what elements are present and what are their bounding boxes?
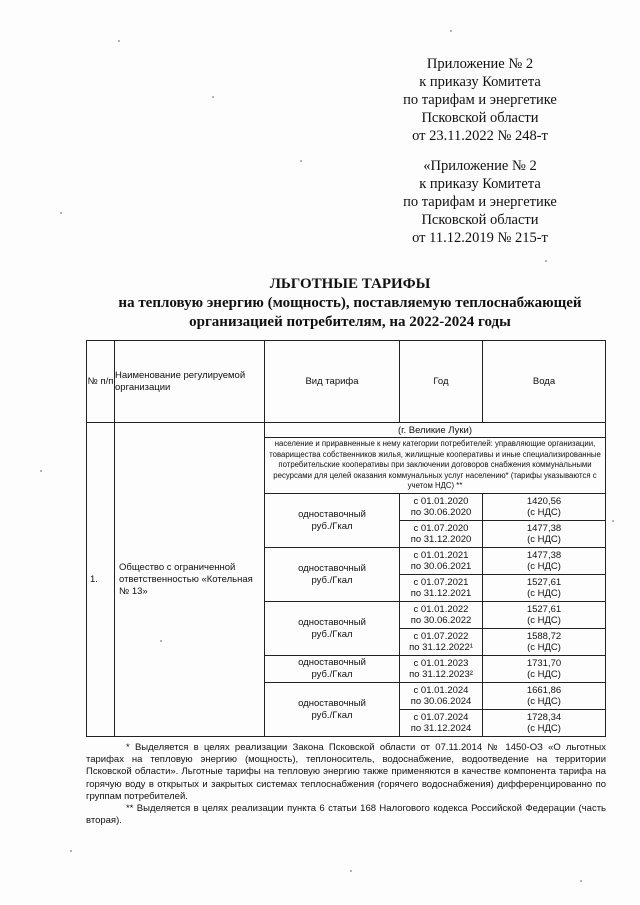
tariff-unit-label: руб./Гкал <box>311 709 353 721</box>
title-line: на тепловую энергию (мощность), поставляемую теплоснабжающей <box>118 295 582 311</box>
water-cell <box>483 602 606 629</box>
scan-speck <box>580 880 582 882</box>
vat-label: (с НДС) <box>527 615 561 626</box>
period-from: с 01.07.2022 <box>413 630 469 642</box>
scan-speck <box>160 640 162 642</box>
period-from: с 01.01.2024 <box>413 684 469 696</box>
period-cell <box>400 710 483 737</box>
appendix-line: Приложение № 2 <box>426 56 534 72</box>
footnote-2: ** Выделяется в целях реализации пункта 6 статьи 168 Налогового кодекса Российской Федерации (часть вторая). <box>86 803 606 827</box>
appendix-line: от 23.11.2022 № 248-т <box>412 128 548 144</box>
appendix-line: к приказу Комитета <box>419 176 541 192</box>
period-to: по 31.12.2024 <box>410 723 472 734</box>
scan-speck <box>450 30 452 32</box>
header-num: № п/п <box>87 341 115 423</box>
period-to: по 31.12.2023² <box>409 669 473 680</box>
tariff-type-label: одноставочный <box>298 616 366 628</box>
tariff-unit-label: руб./Гкал <box>311 628 353 640</box>
tariff-type-label: одноставочный <box>298 562 366 574</box>
water-cell <box>483 683 606 710</box>
period-cell <box>400 602 483 629</box>
period-cell <box>400 683 483 710</box>
header-water: Вода <box>483 341 606 423</box>
header-tariff-type: Вид тарифа <box>265 341 400 423</box>
period-from: с 01.07.2024 <box>413 711 469 723</box>
period-cell <box>400 575 483 602</box>
appendix-line: Псковской области <box>421 110 539 126</box>
tariff-value: 1477,38 <box>526 549 562 561</box>
title-line: ЛЬГОТНЫЕ ТАРИФЫ <box>269 276 431 292</box>
period-to: по 31.12.2021 <box>410 588 472 599</box>
scan-speck <box>40 470 42 472</box>
period-to: по 30.06.2024 <box>410 696 472 707</box>
period-cell <box>400 656 483 683</box>
scan-speck <box>350 870 352 872</box>
period-cell <box>400 494 483 521</box>
vat-label: (с НДС) <box>527 507 561 518</box>
period-to: по 30.06.2022 <box>410 615 472 626</box>
vat-label: (с НДС) <box>527 723 561 734</box>
vat-label: (с НДС) <box>527 696 561 707</box>
tariff-unit-label: руб./Гкал <box>311 520 353 532</box>
tariff-type-label: одноставочный <box>298 657 366 668</box>
period-cell <box>400 521 483 548</box>
tariff-type-label: одноставочный <box>298 697 366 709</box>
appendix-header-original <box>380 157 580 247</box>
appendix-line: от 11.12.2019 № 215-т <box>412 230 548 246</box>
tariff-table <box>86 340 606 737</box>
water-cell <box>483 575 606 602</box>
tariff-type-label: одноставочный <box>298 508 366 520</box>
tariff-unit-label: руб./Гкал <box>311 669 353 680</box>
tariff-value: 1420,56 <box>526 495 562 507</box>
tariff-type-cell <box>265 602 400 656</box>
period-to: по 30.06.2020 <box>410 507 472 518</box>
table-row <box>87 423 606 438</box>
vat-label: (с НДС) <box>527 534 561 545</box>
tariff-type-cell <box>265 494 400 548</box>
vat-label: (с НДС) <box>527 669 561 680</box>
tariff-value: 1728,34 <box>526 711 562 723</box>
period-from: с 01.01.2021 <box>413 549 469 561</box>
appendix-line: по тарифам и энергетике <box>403 194 557 210</box>
appendix-line: по тарифам и энергетике <box>403 92 557 108</box>
header-organization: Наименование регулируемой организации <box>115 341 265 423</box>
appendix-line: «Приложение № 2 <box>423 158 537 174</box>
tariff-type-cell <box>265 683 400 737</box>
period-cell <box>400 548 483 575</box>
tariff-value: 1527,61 <box>526 603 562 615</box>
tariff-unit-label: руб./Гкал <box>311 574 353 586</box>
scan-speck <box>612 520 614 522</box>
water-cell <box>483 548 606 575</box>
tariff-type-cell <box>265 548 400 602</box>
header-year: Год <box>400 341 483 423</box>
period-from: с 01.07.2021 <box>413 576 469 588</box>
period-to: по 30.06.2021 <box>410 561 472 572</box>
period-from: с 01.07.2020 <box>413 522 469 534</box>
appendix-line: Псковской области <box>421 212 539 228</box>
water-cell <box>483 710 606 737</box>
footnote-1: * Выделяется в целях реализации Закона Псковской области от 07.11.2014 № 1450-ОЗ «О льготных тарифах на тепловую энергию (мощность), теплоноситель, водоснабжение, водоотведение на территории Псковской области». Льготные тарифы на тепловую энергию также применяются в качестве компонента тарифа на горячую воду в открытых и закрытых системах теплоснабжения (горячего водоснабжения) дифференцированно по группам потребителей. <box>86 742 606 802</box>
water-cell <box>483 521 606 548</box>
vat-label: (с НДС) <box>527 642 561 653</box>
period-to: по 31.12.2022¹ <box>409 642 473 653</box>
tariff-value: 1588,72 <box>526 630 562 642</box>
tariff-value: 1731,70 <box>526 657 562 669</box>
period-from: с 01.01.2023 <box>413 657 469 669</box>
vat-label: (с НДС) <box>527 588 561 599</box>
title-line: организацией потребителям, на 2022-2024 годы <box>189 314 511 330</box>
scan-speck <box>545 260 547 262</box>
scan-speck <box>118 40 120 42</box>
consumer-category: население и приравненные к нему категории потребителей: управляющие организации, товарищества собственников жилья, жилищные кооперативы и иные специализированные потребительские кооперативы при заключении договоров снабжения коммунальными ресурсами для целей оказания коммунальных услуг населению* (тарифы указываются с учетом НДС) ** <box>265 438 606 494</box>
table-header-row <box>87 341 606 423</box>
city-name: (г. Великие Луки) <box>265 423 606 438</box>
scan-speck <box>60 212 62 214</box>
scan-speck <box>300 160 302 162</box>
scan-speck <box>212 96 214 98</box>
water-cell <box>483 629 606 656</box>
tariff-value: 1527,61 <box>526 576 562 588</box>
tariff-type-cell <box>265 656 400 683</box>
footnotes <box>86 742 606 827</box>
period-cell <box>400 629 483 656</box>
period-to: по 31.12.2020 <box>410 534 472 545</box>
period-from: с 01.01.2020 <box>413 495 469 507</box>
water-cell <box>483 494 606 521</box>
organization-name: Общество с ограниченной ответственностью «Котельная № 13» <box>115 423 265 737</box>
period-from: с 01.01.2022 <box>413 603 469 615</box>
tariff-value: 1477,38 <box>526 522 562 534</box>
row-number: 1. <box>87 423 115 737</box>
appendix-line: к приказу Комитета <box>419 74 541 90</box>
tariff-value: 1661,86 <box>526 684 562 696</box>
document-title <box>60 275 640 332</box>
vat-label: (с НДС) <box>527 561 561 572</box>
appendix-header-current <box>380 55 580 145</box>
water-cell <box>483 656 606 683</box>
scan-speck <box>70 850 72 852</box>
